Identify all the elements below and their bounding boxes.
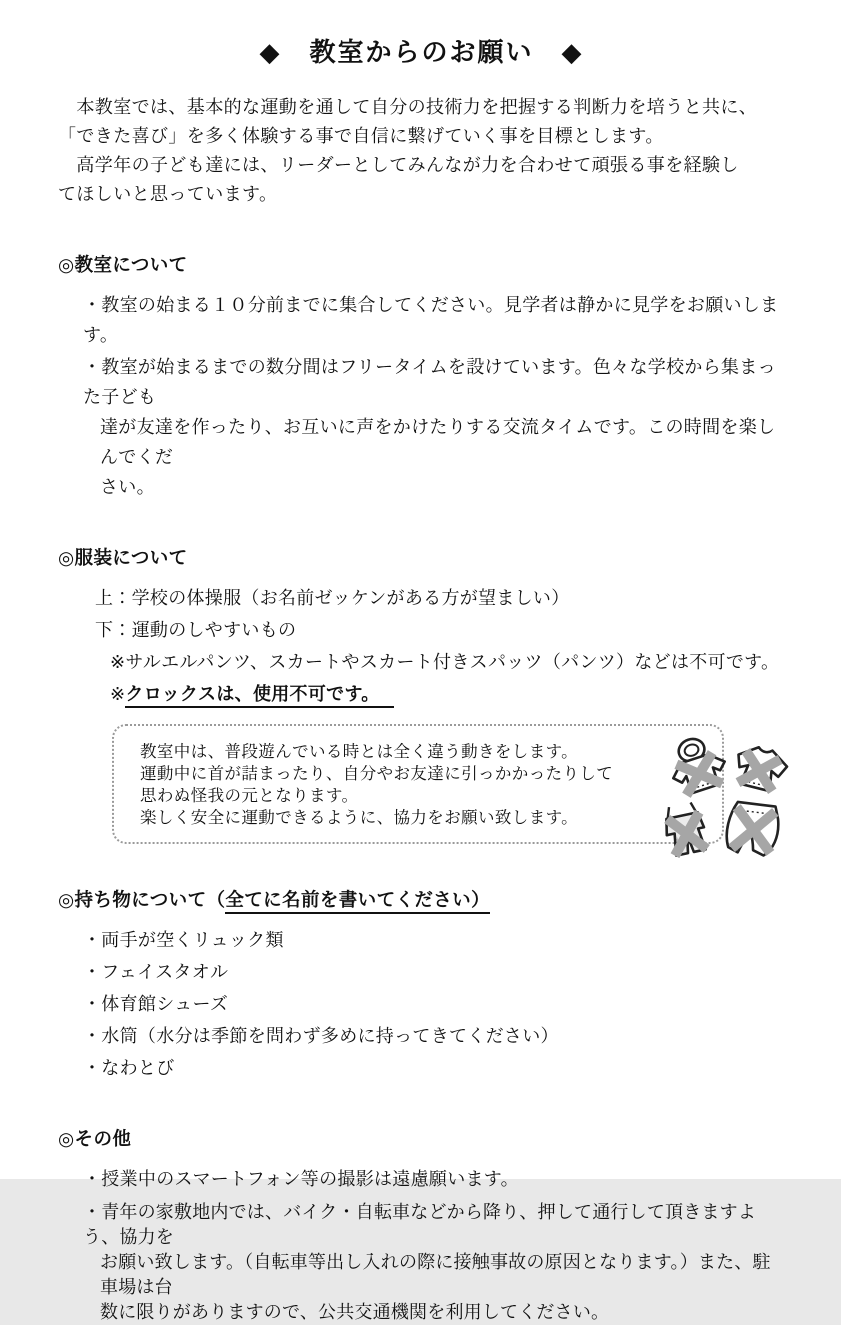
list-item-line: さい。 [100,477,155,497]
section-heading-others: ◎その他 [58,1128,132,1149]
list-item: ・両手が空くリュック類 [83,930,284,950]
crocs-prohibited-text: クロックスは、使用不可です。 [125,684,393,708]
list-item: ・フェイスタオル [83,962,229,982]
classroom-list [58,290,785,502]
list-item: ・水筒（水分は季節を問わず多めに持ってきてください） [83,1026,559,1046]
caution-line: 思わぬ怪我の元となります。 [140,787,359,805]
page-title: ◆ 教室からのお願い ◆ [259,37,584,67]
list-item: ・体育館シューズ [83,994,229,1014]
belongings-heading-underlined: 全てに名前を書いてください） [225,889,490,914]
list-item [58,352,785,502]
list-item-line: お願い致します。（自転車等出し入れの際に接触事故の原因となります。）また、駐車場は台 [100,1252,771,1297]
reference-mark: ※ [110,684,126,704]
belongings-heading-prefix: ◎持ち物について（ [58,889,226,910]
list-item: ・授業中のスマートフォン等の撮影は遠慮願います。 [83,1169,519,1189]
intro-line: 本教室では、基本的な運動を通して自分の技術力を把握する判断力を培うと共に、 [58,97,758,117]
intro-line: 「できた喜び」を多く体験する事で自信に繋げていく事を目標とします。 [58,126,664,146]
section-heading-clothing: ◎服装について [58,547,188,568]
tshirt-icon [732,743,790,794]
caution-line: 教室中は、普段遊んでいる時とは全く違う動きをします。 [140,743,579,761]
caution-line: 楽しく安全に運動できるように、協力をお願い致します。 [140,809,579,827]
list-item [58,1200,785,1325]
clothing-list [58,583,785,709]
sarouel-pants-icon [725,801,781,857]
section-heading-classroom: ◎教室について [58,254,188,275]
overalls-icon [661,801,708,857]
caution-line: 運動中に首が詰まったり、自分やお友達に引っかかったりして [140,765,614,783]
clothing-note: ※サルエルパンツ、スカートやスカート付きスパッツ（パンツ）などは不可です。 [110,652,780,672]
section-heading-belongings [58,886,785,912]
hoodie-icon [663,731,730,797]
list-item-line: ・青年の家敷地内では、バイク・自転車などから降り、押して通行して頂きますよう、協力を [83,1202,757,1247]
prohibited-clothing-illustration [650,732,802,860]
intro-paragraph [58,93,785,209]
list-item-line: 数に限りがありますので、公共交通機関を利用してください。 [100,1302,610,1322]
list-item: ・教室の始まる１０分前までに集合してください。見学者は静かに見学をお願いします。 [83,295,779,345]
list-item: ・なわとび [83,1058,175,1078]
intro-line: 高学年の子ども達には、リーダーとしてみんなが力を合わせて頑張る事を経験し [58,155,739,175]
others-list [58,1164,785,1325]
clothing-bottom-rule: 下：運動のしやすいもの [95,620,297,640]
caution-box [112,724,724,844]
clothing-top-rule: 上：学校の体操服（お名前ゼッケンがある方が望ましい） [95,588,570,608]
list-item-line: 達が友達を作ったり、お互いに声をかけたりする交流タイムです。この時間を楽しんでくだ [100,417,776,467]
intro-line: てほしいと思っています。 [58,184,278,204]
belongings-list [58,925,785,1083]
list-item-line: ・教室が始まるまでの数分間はフリータイムを設けています。色々な学校から集まった子ども [83,357,776,407]
caution-box-wrap [112,724,724,844]
clothing-note-crocs [58,679,785,709]
